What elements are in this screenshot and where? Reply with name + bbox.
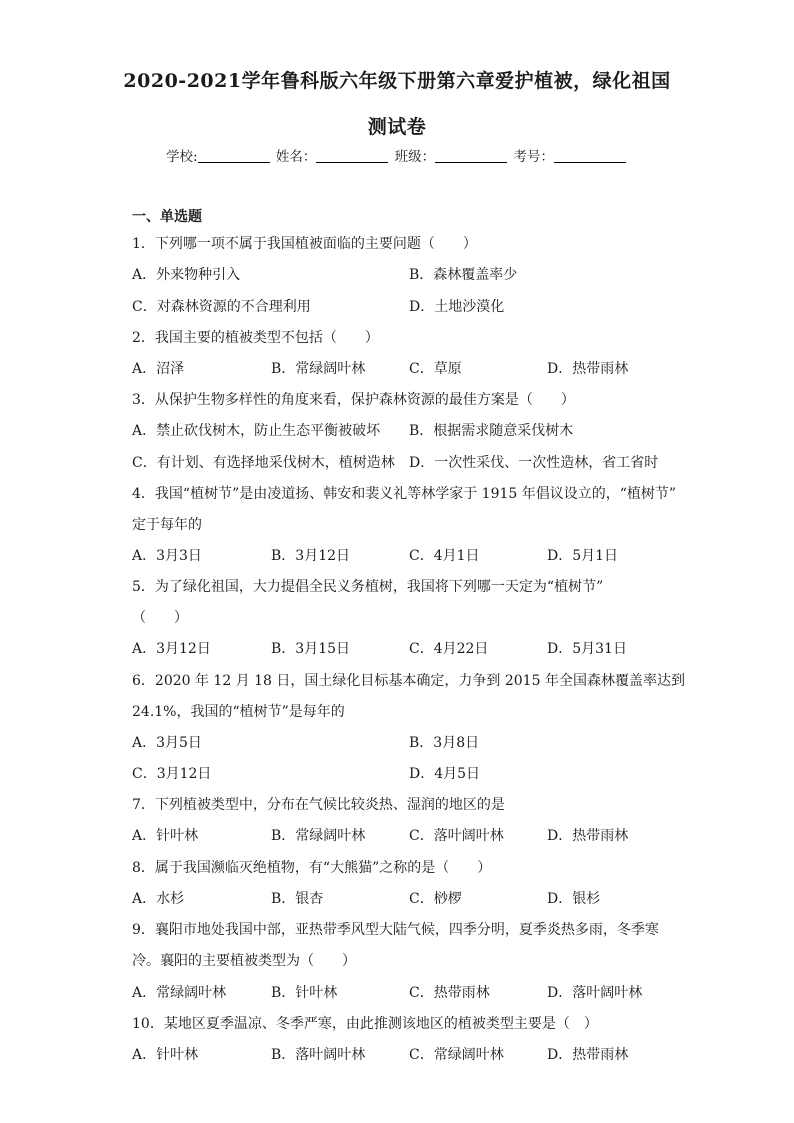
q6-option-c[interactable]: C．3月12日: [132, 766, 212, 782]
q3-option-b[interactable]: B．根据需求随意采伐树木: [409, 423, 574, 439]
q9-option-b[interactable]: B．针叶林: [271, 985, 338, 1001]
q8-option-d[interactable]: D．银杉: [547, 891, 601, 907]
q7-option-c[interactable]: C．落叶阔叶林: [409, 828, 504, 844]
student-info-row: [0, 145, 794, 165]
q5-option-a[interactable]: A．3月12日: [132, 641, 211, 657]
q7-option-d[interactable]: D．热带雨林: [547, 828, 629, 844]
class-field[interactable]: [435, 148, 507, 163]
question-3-stem: 3．从保护生物多样性的角度来看，保护森林资源的最佳方案是（ ）: [132, 392, 575, 408]
exam-number-field[interactable]: [554, 148, 626, 163]
question-9-stem-line-2: 冷。襄阳的主要植被类型为（ ）: [132, 953, 356, 969]
q8-option-b[interactable]: B．银杏: [271, 891, 324, 907]
question-4-stem-line-1: 4．我国“植树节”是由凌道扬、韩安和裴义礼等林学家于 1915 年倡议设立的，“植树节”: [132, 486, 677, 502]
question-9-stem-line-1: 9．襄阳市地处我国中部，亚热带季风型大陆气候，四季分明，夏季炎热多雨，冬季寒: [132, 922, 659, 938]
name-label: 姓名：: [275, 149, 317, 165]
q1-option-c[interactable]: C．对森林资源的不合理利用: [132, 299, 311, 315]
title-line-1: 2020-2021学年鲁科版六年级下册第六章爱护植被，绿化祖国: [123, 70, 671, 92]
school-field[interactable]: [198, 148, 270, 163]
class-label: 班级：: [394, 149, 436, 165]
q5-option-c[interactable]: C．4月22日: [409, 641, 489, 657]
q3-option-d[interactable]: D．一次性采伐、一次性造林，省工省时: [409, 455, 659, 471]
question-10-stem: 10．某地区夏季温凉、冬季严寒，由此推测该地区的植被类型主要是（ ）: [132, 1016, 598, 1032]
q3-option-a[interactable]: A．禁止砍伐树木，防止生态平衡被破坏: [132, 423, 381, 439]
q8-option-c[interactable]: C．桫椤: [409, 891, 462, 907]
q9-option-a[interactable]: A．常绿阔叶林: [132, 985, 227, 1001]
q6-option-a[interactable]: A．3月5日: [132, 735, 202, 751]
q6-option-d[interactable]: D．4月5日: [409, 766, 481, 782]
q9-option-c[interactable]: C．热带雨林: [409, 985, 490, 1001]
q4-option-b[interactable]: B．3月12日: [271, 548, 351, 564]
q1-option-a[interactable]: A．外来物种引入: [132, 267, 241, 283]
q9-option-d[interactable]: D．落叶阔叶林: [547, 985, 643, 1001]
q1-option-b[interactable]: B．森林覆盖率少: [409, 267, 518, 283]
question-5-stem-line-2: （ ）: [132, 610, 188, 626]
q5-option-b[interactable]: B．3月15日: [271, 641, 351, 657]
section-heading: 一、单选题: [132, 209, 202, 225]
q7-option-a[interactable]: A．针叶林: [132, 828, 199, 844]
q10-option-c[interactable]: C．常绿阔叶林: [409, 1047, 504, 1063]
q3-option-c[interactable]: C．有计划、有选择地采伐树木，植树造林: [132, 455, 395, 471]
q6-option-b[interactable]: B．3月8日: [409, 735, 480, 751]
title-line-2: 测试卷: [367, 116, 427, 138]
q4-option-a[interactable]: A．3月3日: [132, 548, 202, 564]
question-4-stem-line-2: 定于每年的: [132, 517, 202, 533]
school-label: 学校:: [166, 149, 198, 165]
question-6-stem-line-1: 6．2020 年 12 月 18 日，国土绿化目标基本确定，力争到 2015 年全国森林覆盖率达到: [132, 673, 685, 689]
q10-option-a[interactable]: A．针叶林: [132, 1047, 199, 1063]
q2-option-a[interactable]: A．沼泽: [132, 361, 185, 377]
question-2-stem: 2．我国主要的植被类型不包括（ ）: [132, 330, 379, 346]
q10-option-b[interactable]: B．落叶阔叶林: [271, 1047, 366, 1063]
name-field[interactable]: [316, 148, 388, 163]
q7-option-b[interactable]: B．常绿阔叶林: [271, 828, 366, 844]
q10-option-d[interactable]: D．热带雨林: [547, 1047, 629, 1063]
q2-option-c[interactable]: C．草原: [409, 361, 462, 377]
q5-option-d[interactable]: D．5月31日: [547, 641, 627, 657]
question-6-stem-line-2: 24.1%，我国的“植树节”是每年的: [132, 704, 345, 720]
question-1-stem: 1．下列哪一项不属于我国植被面临的主要问题（ ）: [132, 236, 477, 252]
q8-option-a[interactable]: A．水杉: [132, 891, 185, 907]
q2-option-b[interactable]: B．常绿阔叶林: [271, 361, 366, 377]
question-7-stem: 7．下列植被类型中，分布在气候比较炎热、湿润的地区的是: [132, 797, 505, 813]
q2-option-d[interactable]: D．热带雨林: [547, 361, 629, 377]
q1-option-d[interactable]: D．土地沙漠化: [409, 299, 505, 315]
exam-number-label: 考号：: [513, 149, 554, 165]
q4-option-d[interactable]: D．5月1日: [547, 548, 619, 564]
q4-option-c[interactable]: C．4月1日: [409, 548, 480, 564]
question-5-stem-line-1: 5．为了绿化祖国，大力提倡全民义务植树，我国将下列哪一天定为“植树节”: [132, 579, 604, 595]
question-8-stem: 8．属于我国濒临灭绝植物，有“大熊猫”之称的是（ ）: [132, 860, 492, 876]
